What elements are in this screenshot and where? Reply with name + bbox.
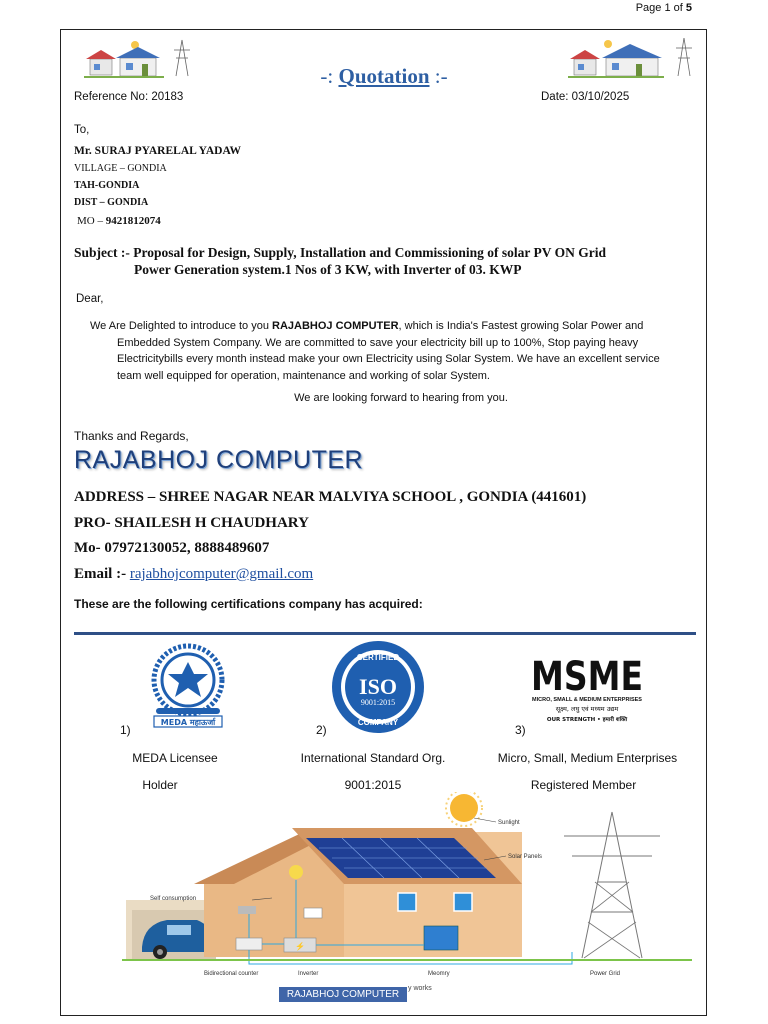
recipient-mobile: MO – 9421812074: [77, 215, 161, 227]
sun-icon: [446, 792, 482, 826]
iso-logo: [330, 639, 426, 735]
light-bulb-icon: [289, 865, 303, 879]
battery-memory-icon: [424, 926, 458, 950]
svg-text:⚡: ⚡: [295, 942, 305, 951]
cert-caption-iso-line1: International Standard Org.: [300, 751, 446, 765]
email-link[interactable]: rajabhojcomputer@gmail.com: [129, 566, 314, 582]
greeting: Dear,: [76, 293, 104, 305]
iso-logo-bottom: COMPANY: [357, 718, 399, 727]
power-grid-tower-icon: [564, 812, 660, 958]
intro-paragraph: [90, 318, 702, 384]
intro-line-4: team well equipped for operation, maintenance and working of solar System.: [117, 369, 490, 382]
cert-caption-meda-line2: Holder: [142, 778, 178, 792]
iso-logo-mid: ISO: [359, 674, 397, 699]
closing-line: We are looking forward to hearing from you.: [294, 392, 508, 404]
label-power-grid: Power Grid: [590, 971, 621, 977]
company-name: RAJABHOJ COMPUTER: [74, 446, 364, 474]
thanks-regards: Thanks and Regards,: [74, 429, 189, 443]
msme-logo-strength: OUR STRENGTH • हमारी शक्ति: [546, 717, 628, 723]
intro-line-3: Electricitybills every month instead make your own Electricity using Solar System. We have an excellent service: [117, 353, 660, 365]
intro-line-1: We Are Delighted to introduce to you RAJABHOJ COMPUTER, which is India's Fastest growing Solar Power and: [90, 320, 644, 332]
meda-logo: [138, 642, 238, 738]
cert-caption-meda: [95, 751, 255, 792]
cert-caption-meda-line1: MEDA Licensee: [132, 751, 218, 765]
inverter-icon: [284, 938, 316, 952]
company-email: [74, 566, 313, 583]
recipient-name: Mr. SURAJ PYARELAL YADAW: [74, 145, 241, 157]
cert-number-1: 1): [120, 723, 131, 737]
intro-line-2: Embedded System Company. We are committed to save your electricity bill up to 100%, Stop paying heavy: [117, 336, 639, 349]
company-mobile: Mo- 07972130052, 8888489607: [74, 540, 270, 556]
cert-caption-iso: [283, 751, 463, 792]
iso-logo-top: CERTIFIED: [356, 653, 400, 662]
label-memory: Meomry: [428, 971, 450, 977]
iso-logo-code: 9001:2015: [360, 698, 396, 707]
cert-caption-msme: [485, 751, 690, 792]
recipient-tah: TAH-GONDIA: [74, 180, 140, 191]
msme-logo: [527, 652, 647, 724]
msme-logo-sub: MICRO, SMALL & MEDIUM ENTERPRISES: [532, 697, 642, 703]
recipient-village: VILLAGE – GONDIA: [74, 163, 167, 174]
subject-line-1: Subject :- Proposal for Design, Supply, Installation and Commissioning of solar PV ON Grid: [74, 245, 606, 260]
footer-company-label: RAJABHOJ COMPUTER: [279, 987, 407, 1002]
label-bidirectional-counter: Bidirectional counter: [204, 971, 259, 977]
company-address: ADDRESS – SHREE NAGAR NEAR MALVIYA SCHOOL , GONDIA (441601): [74, 489, 587, 505]
label-self-consumption: Self consumption: [150, 896, 197, 902]
cert-number-2: 2): [316, 723, 327, 737]
subject-line: [74, 244, 606, 278]
label-solar-panels: Solar Panels: [508, 854, 543, 860]
label-inverter: Inverter: [298, 971, 319, 977]
section-divider: [74, 632, 696, 635]
recipient-dist: DIST – GONDIA: [74, 197, 149, 208]
email-label: Email :-: [74, 566, 130, 582]
page-number: Page 1 of 5: [635, 2, 692, 14]
quotation-date: Date: 03/10/2025: [541, 91, 630, 103]
cert-number-3: 3): [515, 723, 526, 737]
solar-system-diagram: [112, 792, 702, 992]
cert-caption-msme-line2: Registered Member: [530, 778, 637, 792]
document-title: -: Quotation :-: [320, 64, 448, 88]
subject-line-2: Power Generation system.1 Nos of 3 KW, with Inverter of 03. KWP: [134, 262, 522, 277]
reference-number: Reference No: 20183: [74, 91, 184, 103]
cert-caption-iso-line2: 9001:2015: [344, 778, 402, 792]
msme-logo-hindi: सूक्ष्म, लघु एवं मध्यम उद्यम: [555, 705, 619, 713]
to-label: To,: [74, 124, 90, 136]
certifications-heading: These are the following certifications company has acquired:: [74, 597, 423, 611]
bidirectional-counter-icon: [236, 938, 262, 950]
msme-logo-text: MSME: [531, 654, 643, 700]
label-sunlight: Sunlight: [498, 820, 520, 826]
meda-logo-text: MEDA महाऊर्जा: [160, 718, 216, 727]
company-proprietor: PRO- SHAILESH H CHAUDHARY: [74, 515, 309, 531]
label-works: y works: [408, 985, 432, 992]
cert-caption-msme-line1: Micro, Small, Medium Enterprises: [497, 751, 678, 765]
